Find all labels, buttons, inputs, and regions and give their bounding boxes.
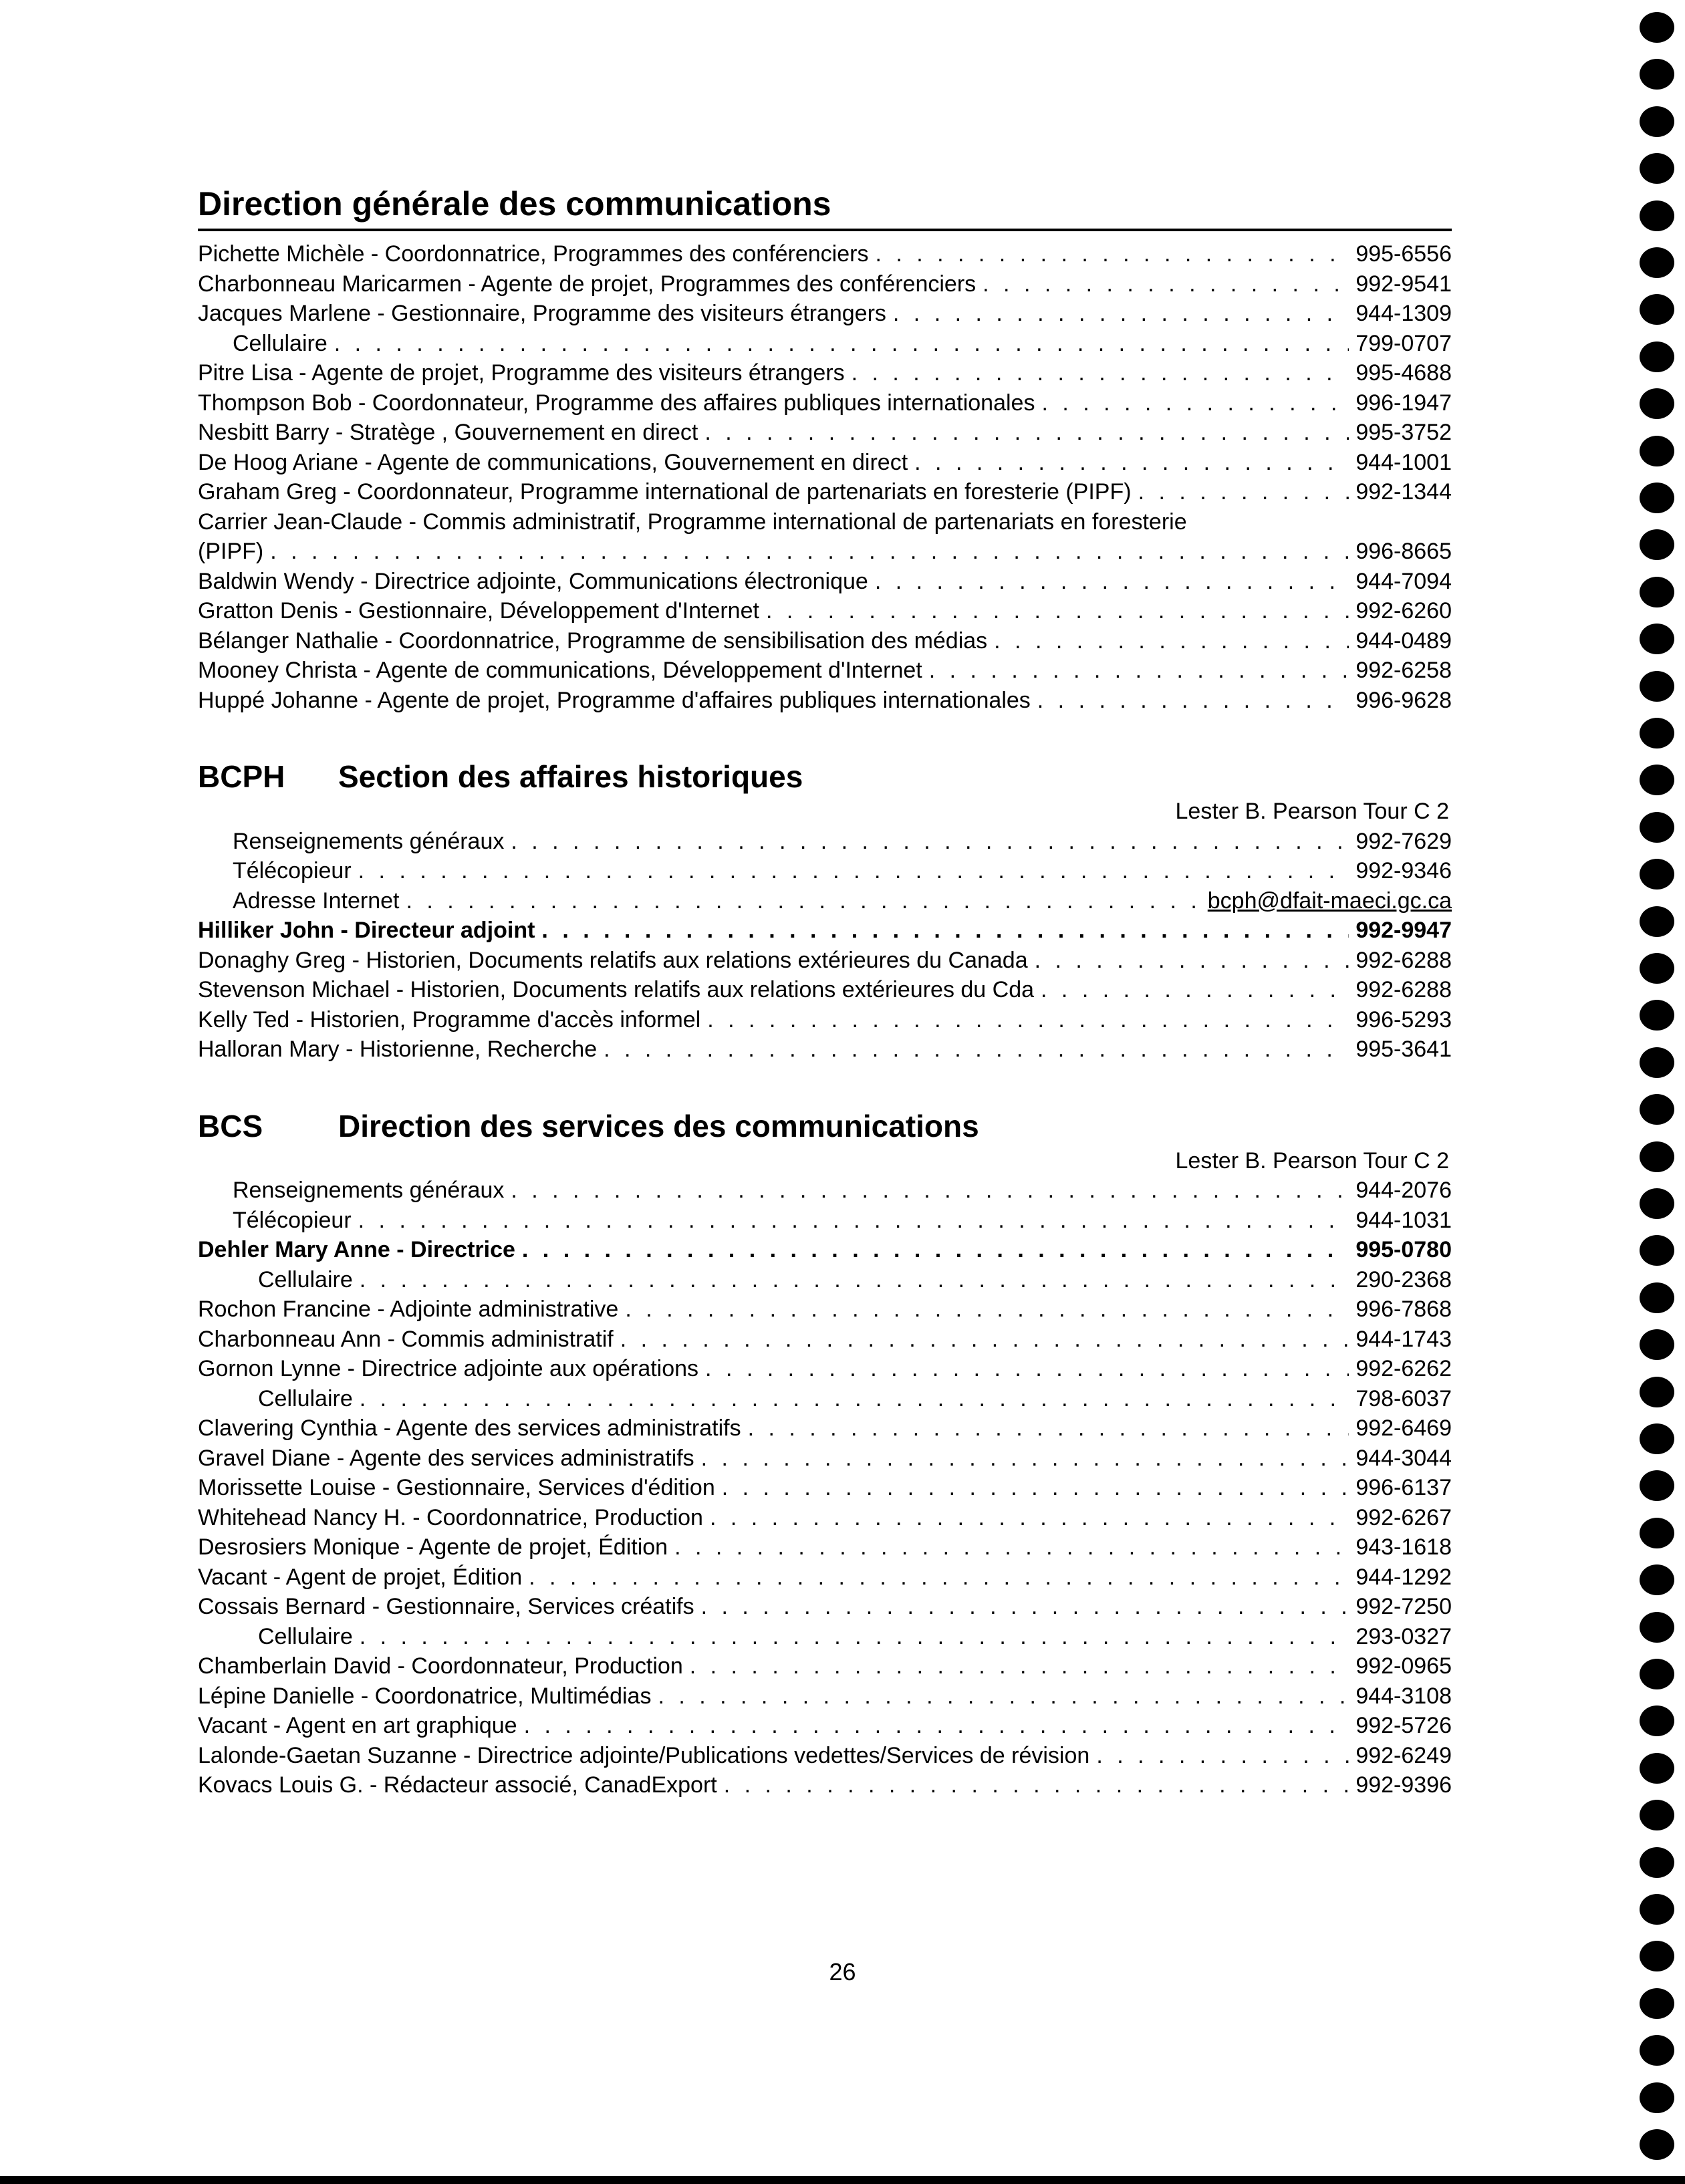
- phone-number: 996-7868: [1355, 1296, 1452, 1322]
- directory-entry: [198, 1681, 1452, 1712]
- phone-number: 944-1743: [1355, 1326, 1452, 1352]
- directory-entry: [198, 1503, 1452, 1533]
- binder-hole: [1640, 1941, 1674, 1971]
- binder-hole: [1640, 906, 1674, 937]
- entry-label: Cellulaire: [258, 1385, 353, 1411]
- dot-leader: [983, 269, 1349, 299]
- directory-entry: [198, 626, 1452, 656]
- bcph-location: Lester B. Pearson Tour C 2: [1175, 799, 1449, 824]
- entry-label: Lépine Danielle - Coordonatrice, Multimédias: [198, 1683, 652, 1709]
- directory-page: [198, 180, 1452, 1800]
- binder-hole: [1640, 1235, 1674, 1266]
- binder-hole: [1640, 153, 1674, 184]
- binder-hole: [1640, 2082, 1674, 2113]
- phone-number: 992-6258: [1355, 658, 1452, 683]
- dot-leader: [360, 1265, 1349, 1295]
- entry-label: Halloran Mary - Historienne, Recherche: [198, 1037, 598, 1062]
- entry-label: Télécopieur: [233, 858, 352, 883]
- phone-number: 995-3641: [1355, 1037, 1452, 1062]
- dot-leader: [1037, 686, 1349, 716]
- entry-label: Thompson Bob - Coordonnateur, Programme des affaires publiques internationales: [198, 390, 1035, 416]
- dot-leader: [334, 329, 1349, 359]
- phone-number: 992-1344: [1355, 479, 1452, 505]
- directory-entry: [198, 1562, 1452, 1593]
- phone-number: 944-1309: [1355, 301, 1452, 326]
- binder-holes: [1640, 0, 1678, 2184]
- directory-entry: [198, 388, 1452, 418]
- phone-number: 944-1031: [1355, 1207, 1452, 1233]
- dot-leader: [1041, 388, 1349, 418]
- dot-leader: [358, 1206, 1349, 1236]
- phone-number: 992-9396: [1355, 1772, 1452, 1798]
- dot-leader: [701, 1592, 1349, 1622]
- dot-leader: [511, 827, 1349, 857]
- entry-label: Charbonneau Maricarmen - Agente de projet, Programmes des conférenciers: [198, 271, 977, 297]
- entry-label: Gratton Denis - Gestionnaire, Développement d'Internet: [198, 598, 759, 624]
- phone-number: 992-6288: [1355, 947, 1452, 973]
- directory-entry: [198, 1354, 1452, 1384]
- dot-leader: [929, 656, 1349, 686]
- main-section-list: [198, 239, 1452, 715]
- dot-leader: [625, 1294, 1349, 1325]
- entry-label: Donaghy Greg - Historien, Documents relatifs aux relations extérieures du Canada: [198, 947, 1028, 973]
- directory-entry: [198, 1206, 1452, 1236]
- binder-hole: [1640, 1000, 1674, 1031]
- binder-hole: [1640, 2035, 1674, 2066]
- directory-entry: [198, 946, 1452, 976]
- directory-entry: [198, 886, 1452, 916]
- binder-hole: [1640, 1612, 1674, 1643]
- binder-hole: [1640, 1094, 1674, 1125]
- page-number: 26: [829, 1958, 856, 1986]
- dot-leader: [704, 418, 1349, 448]
- entry-label: Adresse Internet: [233, 888, 400, 914]
- entry-label: Pichette Michèle - Coordonnatrice, Programmes des conférenciers: [198, 241, 869, 267]
- entry-label: Cellulaire: [258, 1266, 353, 1292]
- phone-number: 992-6260: [1355, 598, 1452, 624]
- entry-label: Desrosiers Monique - Agente de projet, Édition: [198, 1534, 668, 1560]
- entry-label: Jacques Marlene - Gestionnaire, Programme des visiteurs étrangers: [198, 301, 886, 326]
- dot-leader: [1096, 1741, 1349, 1771]
- directory-entry: [198, 656, 1452, 686]
- phone-number: 798-6037: [1355, 1385, 1452, 1411]
- dot-leader: [511, 1176, 1349, 1206]
- phone-number: 995-3752: [1355, 420, 1452, 445]
- dot-leader: [529, 1562, 1349, 1593]
- directory-entry: [198, 1651, 1452, 1681]
- directory-entry: [198, 418, 1452, 448]
- binder-hole: [1640, 1377, 1674, 1407]
- main-section-heading: Direction générale des communications: [198, 180, 1452, 231]
- directory-entry: [198, 686, 1452, 716]
- binder-hole: [1640, 1329, 1674, 1360]
- phone-number: 996-8665: [1355, 539, 1452, 564]
- phone-number: 992-7629: [1355, 828, 1452, 854]
- binder-hole: [1640, 12, 1674, 43]
- directory-entry: [198, 1770, 1452, 1800]
- entry-label: Télécopieur: [233, 1207, 352, 1233]
- entry-label: Morissette Louise - Gestionnaire, Services d'édition: [198, 1475, 715, 1500]
- phone-number: 992-6469: [1355, 1415, 1452, 1441]
- entry-label: Whitehead Nancy H. - Coordonnatrice, Production: [198, 1504, 703, 1530]
- phone-number: 996-6137: [1355, 1475, 1452, 1500]
- binder-hole: [1640, 1847, 1674, 1878]
- entry-label: Clavering Cynthia - Agente des services administratifs: [198, 1415, 741, 1441]
- phone-number: 799-0707: [1355, 330, 1452, 356]
- directory-entry: [198, 1265, 1452, 1295]
- entry-label: Renseignements généraux: [233, 1178, 505, 1203]
- directory-entry: [198, 596, 1452, 626]
- bcs-title: Direction des services des communications: [338, 1108, 979, 1143]
- directory-entry: [198, 975, 1452, 1005]
- binder-hole: [1640, 1705, 1674, 1736]
- entry-label: Kovacs Louis G. - Rédacteur associé, CanadExport: [198, 1772, 717, 1798]
- binder-hole: [1640, 1659, 1674, 1689]
- directory-entry: [198, 1622, 1452, 1652]
- phone-number: 944-3044: [1355, 1445, 1452, 1471]
- entry-label: Baldwin Wendy - Directrice adjointe, Communications électronique: [198, 568, 868, 594]
- entry-label: Kelly Ted - Historien, Programme d'accès informel: [198, 1006, 701, 1033]
- entry-label: (PIPF): [198, 539, 264, 564]
- dot-leader: [1041, 975, 1349, 1005]
- phone-number: 944-1001: [1355, 449, 1452, 475]
- entry-label: Cossais Bernard - Gestionnaire, Services créatifs: [198, 1594, 694, 1619]
- phone-number: 992-6267: [1355, 1504, 1452, 1530]
- dot-leader: [1138, 477, 1349, 507]
- directory-entry: [198, 239, 1452, 269]
- entry-label: Mooney Christa - Agente de communications, Développement d'Internet: [198, 658, 922, 683]
- phone-number: 992-0965: [1355, 1653, 1452, 1679]
- phone-number: 992-6249: [1355, 1742, 1452, 1768]
- dot-leader: [541, 916, 1349, 946]
- directory-entry: [198, 358, 1452, 388]
- binder-hole: [1640, 859, 1674, 890]
- binder-hole: [1640, 342, 1674, 372]
- phone-number: 944-1292: [1355, 1564, 1452, 1590]
- binder-hole: [1640, 953, 1674, 984]
- binder-hole: [1640, 106, 1674, 137]
- directory-entry: [198, 329, 1452, 359]
- phone-number: 992-9541: [1355, 271, 1452, 297]
- binder-hole: [1640, 765, 1674, 795]
- binder-hole: [1640, 1988, 1674, 2019]
- binder-hole: [1640, 1282, 1674, 1313]
- binder-hole: [1640, 529, 1674, 560]
- entry-label: Gravel Diane - Agente des services administratifs: [198, 1445, 694, 1471]
- directory-entry: [198, 537, 1452, 567]
- binder-hole: [1640, 624, 1674, 654]
- entry-label: Nesbitt Barry - Stratège , Gouvernement en direct: [198, 420, 698, 445]
- dot-leader: [524, 1711, 1349, 1741]
- dot-leader: [875, 567, 1349, 597]
- dot-leader: [604, 1035, 1349, 1065]
- dot-leader: [710, 1503, 1349, 1533]
- binder-hole: [1640, 200, 1674, 231]
- phone-number: 996-9628: [1355, 687, 1452, 713]
- dot-leader: [360, 1384, 1349, 1414]
- dot-leader: [707, 1005, 1349, 1035]
- dot-leader: [724, 1770, 1349, 1800]
- phone-number: 995-0780: [1355, 1237, 1452, 1262]
- dot-leader: [270, 537, 1349, 567]
- dot-leader: [914, 448, 1349, 478]
- phone-number: 944-7094: [1355, 568, 1452, 594]
- binder-hole: [1640, 1141, 1674, 1172]
- entry-label: Stevenson Michael - Historien, Documents relatifs aux relations extérieures du Cda: [198, 977, 1035, 1002]
- binder-hole: [1640, 1423, 1674, 1454]
- phone-number: 996-5293: [1355, 1006, 1452, 1033]
- directory-entry: [198, 856, 1452, 886]
- phone-number: 992-5726: [1355, 1713, 1452, 1738]
- entry-label: Graham Greg - Coordonnateur, Programme international de partenariats en foresterie (PIPF): [198, 479, 1132, 505]
- entry-label: Dehler Mary Anne - Directrice: [198, 1237, 515, 1262]
- entry-label: Chamberlain David - Coordonnateur, Production: [198, 1653, 683, 1679]
- entry-label: Carrier Jean-Claude - Commis administratif, Programme international de partenariats en foresterie: [198, 509, 1187, 535]
- phone-number: 290-2368: [1355, 1266, 1452, 1292]
- binder-hole: [1640, 59, 1674, 90]
- directory-entry: [198, 1592, 1452, 1622]
- directory-entry: [198, 1741, 1452, 1771]
- binder-hole: [1640, 294, 1674, 325]
- directory-entry: [198, 1532, 1452, 1562]
- directory-entry: [198, 1035, 1452, 1065]
- binder-hole: [1640, 1800, 1674, 1830]
- dot-leader: [748, 1413, 1349, 1444]
- entry-label: Bélanger Nathalie - Coordonnatrice, Programme de sensibilisation des médias: [198, 628, 988, 654]
- phone-number: 944-2076: [1355, 1178, 1452, 1203]
- phone-number: 944-3108: [1355, 1683, 1452, 1709]
- directory-entry: [198, 827, 1452, 857]
- entry-label: Vacant - Agent de projet, Édition: [198, 1564, 523, 1590]
- binder-hole: [1640, 671, 1674, 702]
- phone-number: 995-4688: [1355, 360, 1452, 386]
- dot-leader: [701, 1444, 1349, 1474]
- phone-number: 992-6262: [1355, 1356, 1452, 1381]
- entry-label: Rochon Francine - Adjointe administrative: [198, 1296, 619, 1322]
- phone-number: 992-9346: [1355, 858, 1452, 883]
- bcs-heading: [198, 1106, 1452, 1146]
- binder-hole: [1640, 388, 1674, 419]
- dot-leader: [994, 626, 1349, 656]
- binder-hole: [1640, 812, 1674, 843]
- directory-entry: [198, 1235, 1452, 1265]
- entry-label: Pitre Lisa - Agente de projet, Programme des visiteurs étrangers: [198, 360, 845, 386]
- binder-hole: [1640, 1470, 1674, 1501]
- bottom-edge: [0, 2176, 1685, 2184]
- email-link[interactable]: bcph@dfait-maeci.gc.ca: [1207, 888, 1452, 914]
- directory-entry: [198, 1005, 1452, 1035]
- binder-hole: [1640, 436, 1674, 466]
- dot-leader: [1035, 946, 1349, 976]
- bcs-code: BCS: [198, 1108, 263, 1143]
- dot-leader: [690, 1651, 1349, 1681]
- dot-leader: [893, 299, 1349, 329]
- directory-entry: [198, 299, 1452, 329]
- binder-hole: [1640, 1188, 1674, 1219]
- phone-number: 943-1618: [1355, 1534, 1452, 1560]
- bcph-code: BCPH: [198, 759, 285, 794]
- phone-number: 944-0489: [1355, 628, 1452, 654]
- directory-entry: [198, 1711, 1452, 1741]
- dot-leader: [875, 239, 1349, 269]
- directory-entry: [198, 1176, 1452, 1206]
- entry-label: De Hoog Ariane - Agente de communications, Gouvernement en direct: [198, 449, 908, 475]
- dot-leader: [722, 1473, 1349, 1503]
- directory-entry: [198, 1444, 1452, 1474]
- binder-hole: [1640, 1753, 1674, 1784]
- binder-hole: [1640, 718, 1674, 748]
- binder-hole: [1640, 247, 1674, 278]
- directory-entry: [198, 269, 1452, 299]
- directory-entry: [198, 567, 1452, 597]
- entry-label: Charbonneau Ann - Commis administratif: [198, 1326, 614, 1352]
- bcph-heading: [198, 757, 1452, 797]
- entry-label: Hilliker John - Directeur adjoint: [198, 918, 535, 943]
- bcs-list: [198, 1176, 1452, 1800]
- dot-leader: [358, 856, 1349, 886]
- binder-hole: [1640, 577, 1674, 607]
- directory-entry: [198, 477, 1452, 507]
- entry-label: Gornon Lynne - Directrice adjointe aux opérations: [198, 1356, 699, 1381]
- bcph-title: Section des affaires historiques: [338, 759, 803, 794]
- directory-entry: [198, 1325, 1452, 1355]
- entry-label: Renseignements généraux: [233, 828, 505, 854]
- dot-leader: [766, 596, 1349, 626]
- entry-label: Cellulaire: [258, 1623, 353, 1649]
- dot-leader: [360, 1622, 1349, 1652]
- dot-leader: [852, 358, 1349, 388]
- binder-hole: [1640, 1518, 1674, 1548]
- entry-label: Vacant - Agent en art graphique: [198, 1713, 517, 1738]
- bcs-location: Lester B. Pearson Tour C 2: [1175, 1147, 1449, 1174]
- bcph-list: [198, 827, 1452, 1065]
- directory-entry: [198, 916, 1452, 946]
- directory-entry-line: [198, 507, 1452, 537]
- directory-entry: [198, 1473, 1452, 1503]
- entry-label: Huppé Johanne - Agente de projet, Programme d'affaires publiques internationales: [198, 687, 1031, 713]
- entry-label: Cellulaire: [233, 330, 328, 356]
- directory-entry: [198, 448, 1452, 478]
- binder-hole: [1640, 1894, 1674, 1925]
- directory-entry: [198, 1384, 1452, 1414]
- entry-label: Lalonde-Gaetan Suzanne - Directrice adjointe/Publications vedettes/Services de révision: [198, 1742, 1090, 1768]
- dot-leader: [705, 1354, 1349, 1384]
- phone-number: 992-7250: [1355, 1594, 1452, 1619]
- binder-hole: [1640, 2129, 1674, 2160]
- binder-hole: [1640, 1047, 1674, 1078]
- dot-leader: [658, 1681, 1349, 1712]
- dot-leader: [406, 886, 1200, 916]
- dot-leader: [620, 1325, 1349, 1355]
- phone-number: 992-6288: [1355, 977, 1452, 1002]
- phone-number: 992-9947: [1355, 918, 1452, 943]
- binder-hole: [1640, 483, 1674, 513]
- phone-number: 995-6556: [1355, 241, 1452, 267]
- binder-hole: [1640, 1564, 1674, 1595]
- directory-entry: [198, 1413, 1452, 1444]
- dot-leader: [674, 1532, 1349, 1562]
- directory-entry: [198, 1294, 1452, 1325]
- dot-leader: [522, 1235, 1349, 1265]
- phone-number: 996-1947: [1355, 390, 1452, 416]
- phone-number: 293-0327: [1355, 1623, 1452, 1649]
